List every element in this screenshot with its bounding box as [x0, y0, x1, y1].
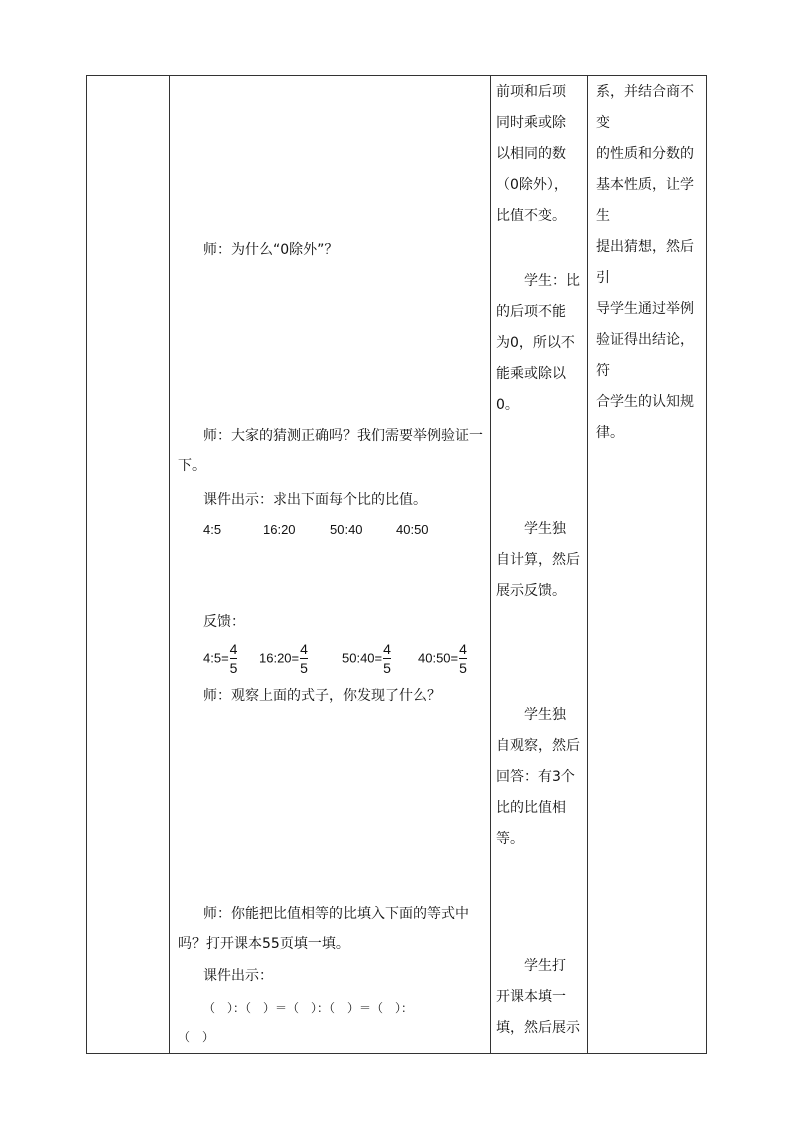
- text-line: 比的比值相: [496, 800, 566, 816]
- text-line: 自观察，然后: [496, 738, 580, 754]
- design-intent: [596, 77, 702, 449]
- feedback-equation: [418, 641, 468, 676]
- numerator: 4: [300, 641, 308, 657]
- teacher-question-verify-cont: 下。: [178, 458, 206, 474]
- teacher-question-fill-cont: 吗？打开课本55页填一填。: [178, 936, 350, 952]
- text-line: 能乘或除以0。: [496, 366, 566, 413]
- denominator: 5: [229, 660, 238, 676]
- feedback-equation: [203, 641, 238, 676]
- ratio-text: 40:50=: [418, 650, 459, 666]
- text-line: 导学生通过举例: [596, 301, 694, 317]
- student-activity-2: [496, 266, 582, 421]
- text-line: 同时乘或除: [496, 115, 566, 131]
- teacher-question-fill: 师：你能把比值相等的比填入下面的等式中: [203, 906, 469, 922]
- text-line: 提出猜想，然后引: [596, 239, 694, 286]
- feedback-equation: [342, 641, 392, 676]
- fraction: [300, 641, 308, 676]
- text-line: 学生独: [524, 707, 566, 723]
- denominator: 5: [459, 660, 467, 676]
- text-line: 的后项不能: [496, 304, 566, 320]
- denominator: 5: [383, 660, 391, 676]
- column-divider: [490, 76, 491, 1053]
- student-activity-3: [496, 514, 582, 607]
- ratio-item: 16:20: [263, 522, 296, 537]
- text-line: 填，然后展示: [496, 1020, 580, 1036]
- ratio-item: 50:40: [330, 522, 363, 537]
- ratio-text: 4:5=: [203, 650, 229, 666]
- text-line: 前项和后项: [496, 84, 566, 100]
- feedback-equation: [259, 641, 309, 676]
- student-activity-4: [496, 700, 582, 855]
- text-line: 学生打: [524, 958, 566, 974]
- numerator: 4: [459, 641, 467, 657]
- student-activity-1: [496, 77, 582, 232]
- ratio-item: 4:5: [203, 522, 222, 537]
- text-line: 等。: [496, 831, 524, 847]
- ratio-text: 16:20=: [259, 650, 300, 666]
- text-line: 展示反馈。: [496, 583, 566, 599]
- teacher-question-observe: 师：观察上面的式子，你发现了什么？: [203, 688, 441, 704]
- fraction: [459, 641, 467, 676]
- courseware-prompt: 课件出示：求出下面每个比的比值。: [203, 492, 427, 508]
- text-line: 基本性质，让学生: [596, 177, 694, 224]
- student-activity-5: [496, 951, 582, 1044]
- feedback-label: 反馈：: [203, 614, 245, 630]
- text-line: 律。: [596, 425, 624, 441]
- text-line: 学生独: [524, 521, 566, 537]
- text-line: 比值不变。: [496, 208, 566, 224]
- column-divider: [587, 76, 588, 1053]
- fraction: [230, 641, 238, 676]
- numerator: 4: [383, 641, 391, 657]
- column-divider: [169, 76, 170, 1053]
- text-line: 为0，所以不: [496, 335, 575, 351]
- text-line: 的性质和分数的: [596, 146, 694, 162]
- text-line: 学生：比: [524, 273, 580, 289]
- blank-equation-cont: （ ）: [178, 1030, 215, 1044]
- text-line: 以相同的数: [496, 146, 566, 162]
- denominator: 5: [300, 660, 308, 676]
- text-line: 验证得出结论，符: [596, 332, 694, 379]
- numerator: 4: [229, 641, 238, 657]
- text-line: 回答：有3个: [496, 769, 575, 785]
- text-line: 开课本填一: [496, 989, 566, 1005]
- text-line: 合学生的认知规: [596, 394, 694, 410]
- blank-equation: （ ）：（ ）＝（ ）：（ ）＝（ ）：: [203, 1001, 414, 1015]
- ratio-text: 50:40=: [342, 650, 383, 666]
- courseware-prompt-2: 课件出示：: [203, 968, 273, 984]
- teacher-question-zero: 师：为什么“0除外”？: [203, 242, 339, 258]
- fraction: [383, 641, 391, 676]
- text-line: 自计算，然后: [496, 552, 580, 568]
- text-line: （0除外），: [496, 177, 568, 193]
- ratio-item: 40:50: [396, 522, 429, 537]
- teacher-question-verify: 师：大家的猜测正确吗？我们需要举例验证一: [203, 428, 483, 444]
- text-line: 系，并结合商不变: [596, 84, 694, 131]
